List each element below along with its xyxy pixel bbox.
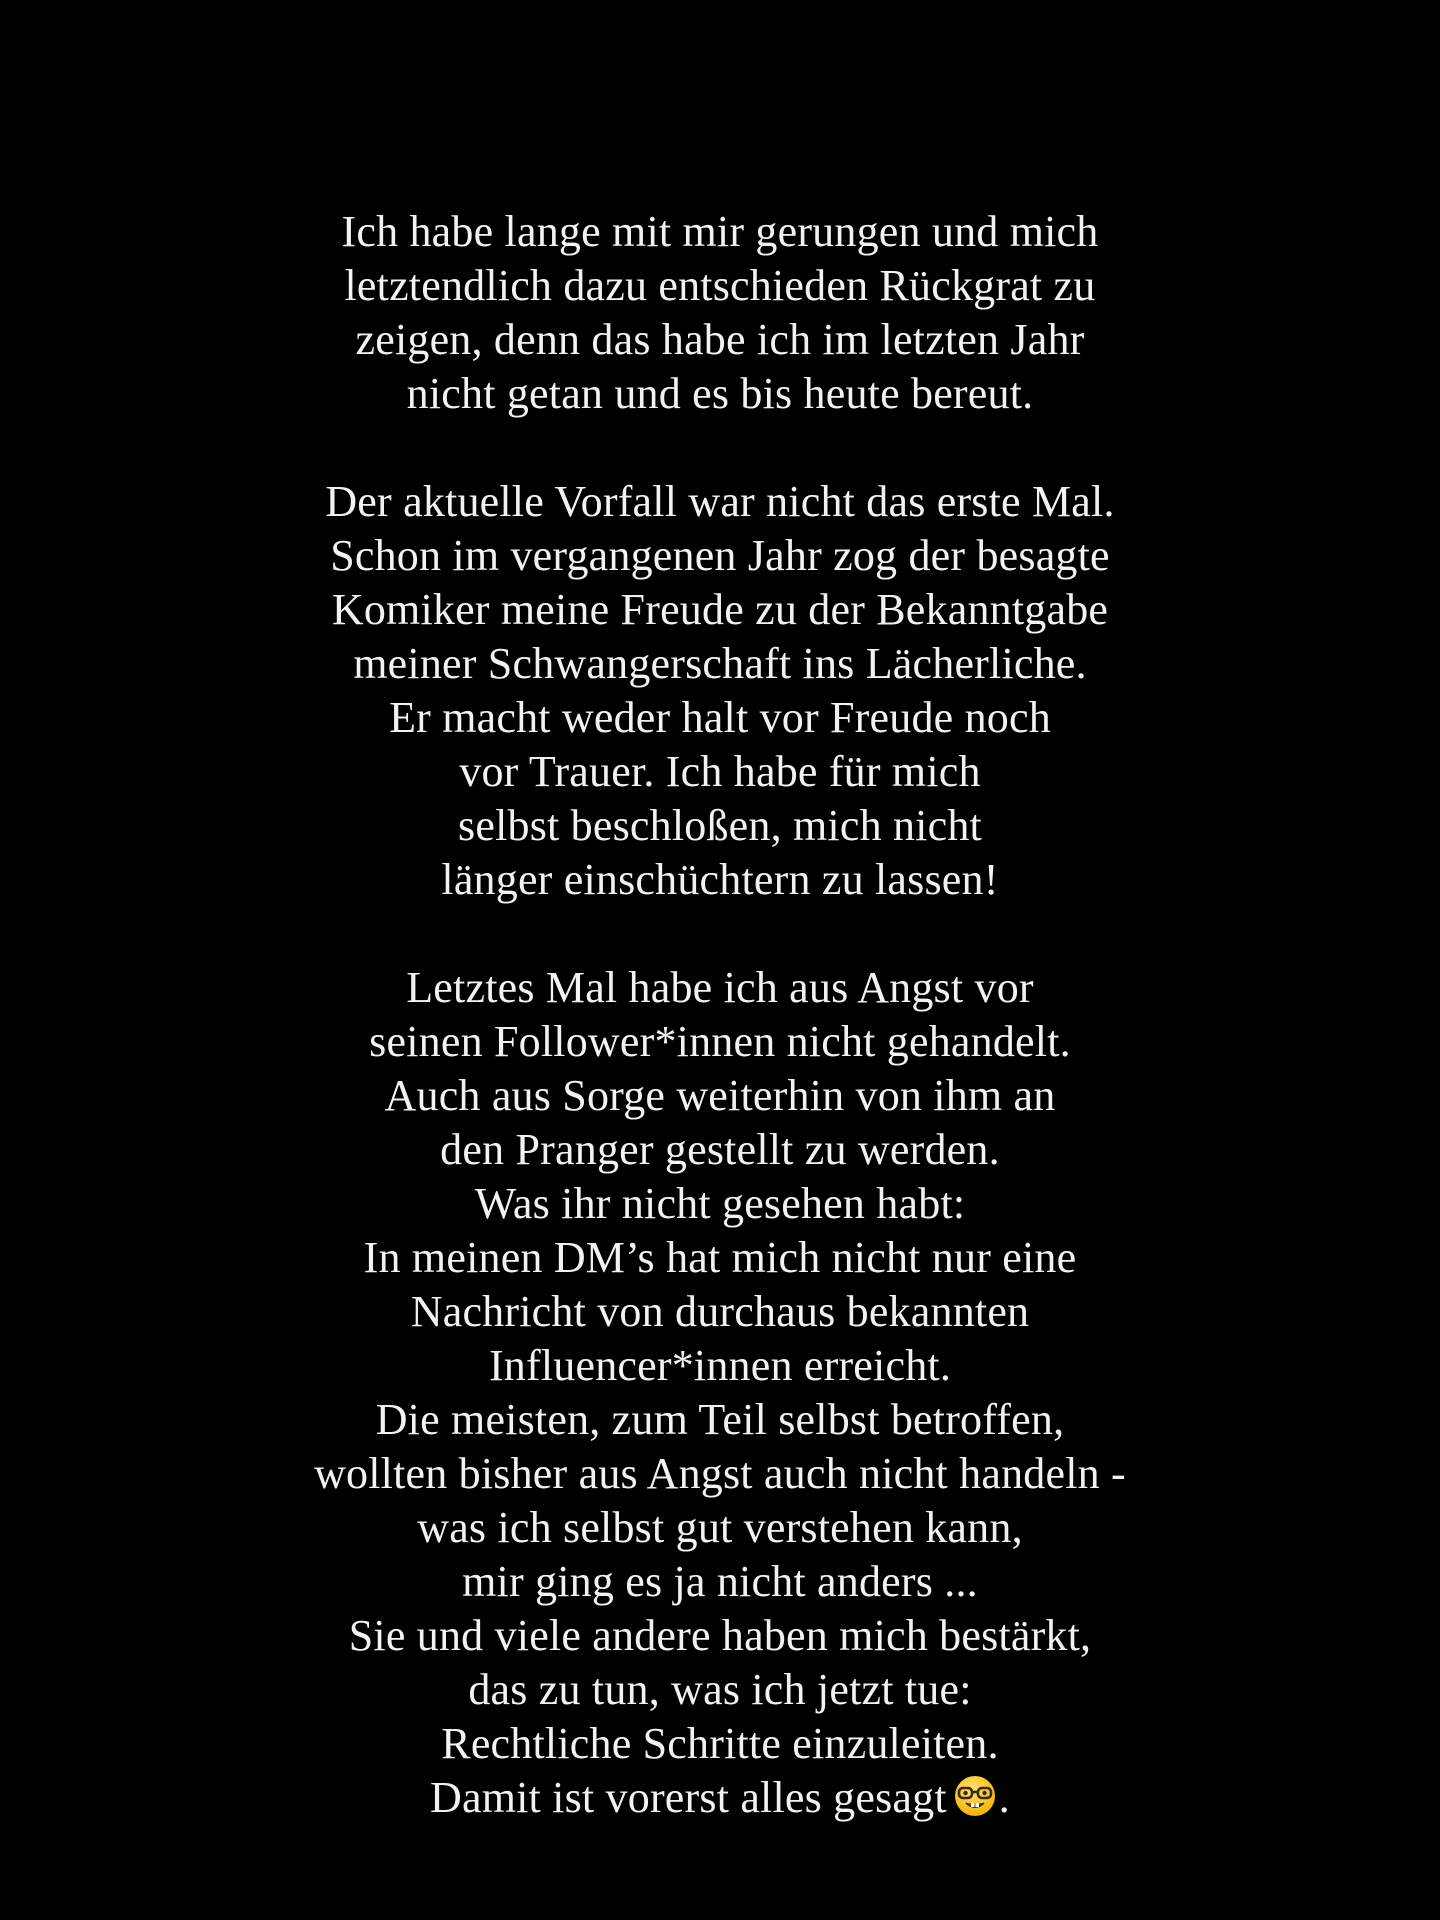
text-line: was ich selbst gut verstehen kann, — [417, 1503, 1023, 1552]
text-line: selbst beschloßen, mich nicht — [458, 801, 982, 850]
text-line: Der aktuelle Vorfall war nicht das erste Mal. — [325, 477, 1115, 526]
text-line: In meinen DM’s hat mich nicht nur eine — [363, 1233, 1077, 1282]
text-line: das zu tun, was ich jetzt tue: — [468, 1665, 972, 1714]
text-line: Schon im vergangenen Jahr zog der besagte — [330, 531, 1110, 580]
nerd-face-icon — [953, 1774, 997, 1818]
text-line: Letztes Mal habe ich aus Angst vor — [406, 963, 1034, 1012]
text-line: seinen Follower*innen nicht gehandelt. — [369, 1017, 1071, 1066]
paragraph-1 — [0, 205, 1440, 421]
text-line: vor Trauer. Ich habe für mich — [459, 747, 981, 796]
text-line: Die meisten, zum Teil selbst betroffen, — [375, 1395, 1065, 1444]
final-line-period: . — [998, 1773, 1010, 1822]
story-text — [0, 205, 1440, 1825]
text-line: Rechtliche Schritte einzuleiten. — [441, 1719, 999, 1768]
text-line: meiner Schwangerschaft ins Lächerliche. — [353, 639, 1087, 688]
text-line: zeigen, denn das habe ich im letzten Jahr — [355, 315, 1085, 364]
text-line: Was ihr nicht gesehen habt: — [474, 1179, 966, 1228]
text-line: Ich habe lange mit mir gerungen und mich — [341, 207, 1099, 256]
text-line: letztendlich dazu entschieden Rückgrat zu — [344, 261, 1096, 310]
text-line: mir ging es ja nicht anders ... — [462, 1557, 978, 1606]
text-line: Nachricht von durchaus bekannten — [410, 1287, 1030, 1336]
final-line — [0, 1771, 1440, 1825]
text-line: Influencer*innen erreicht. — [488, 1341, 952, 1390]
text-line: Komiker meine Freude zu der Bekanntgabe — [331, 585, 1109, 634]
text-line: wollten bisher aus Angst auch nicht handeln - — [314, 1449, 1126, 1498]
text-line: Auch aus Sorge weiterhin von ihm an — [384, 1071, 1056, 1120]
text-line: Sie und viele andere haben mich bestärkt, — [348, 1611, 1092, 1660]
text-line: den Pranger gestellt zu werden. — [440, 1125, 1000, 1174]
text-line: nicht getan und es bis heute bereut. — [406, 369, 1034, 418]
final-line-text: Damit ist vorerst alles gesagt — [430, 1773, 947, 1822]
paragraph-3 — [0, 961, 1440, 1825]
text-line: Er macht weder halt vor Freude noch — [389, 693, 1051, 742]
paragraph-2 — [0, 475, 1440, 907]
text-line: länger einschüchtern zu lassen! — [441, 855, 999, 904]
